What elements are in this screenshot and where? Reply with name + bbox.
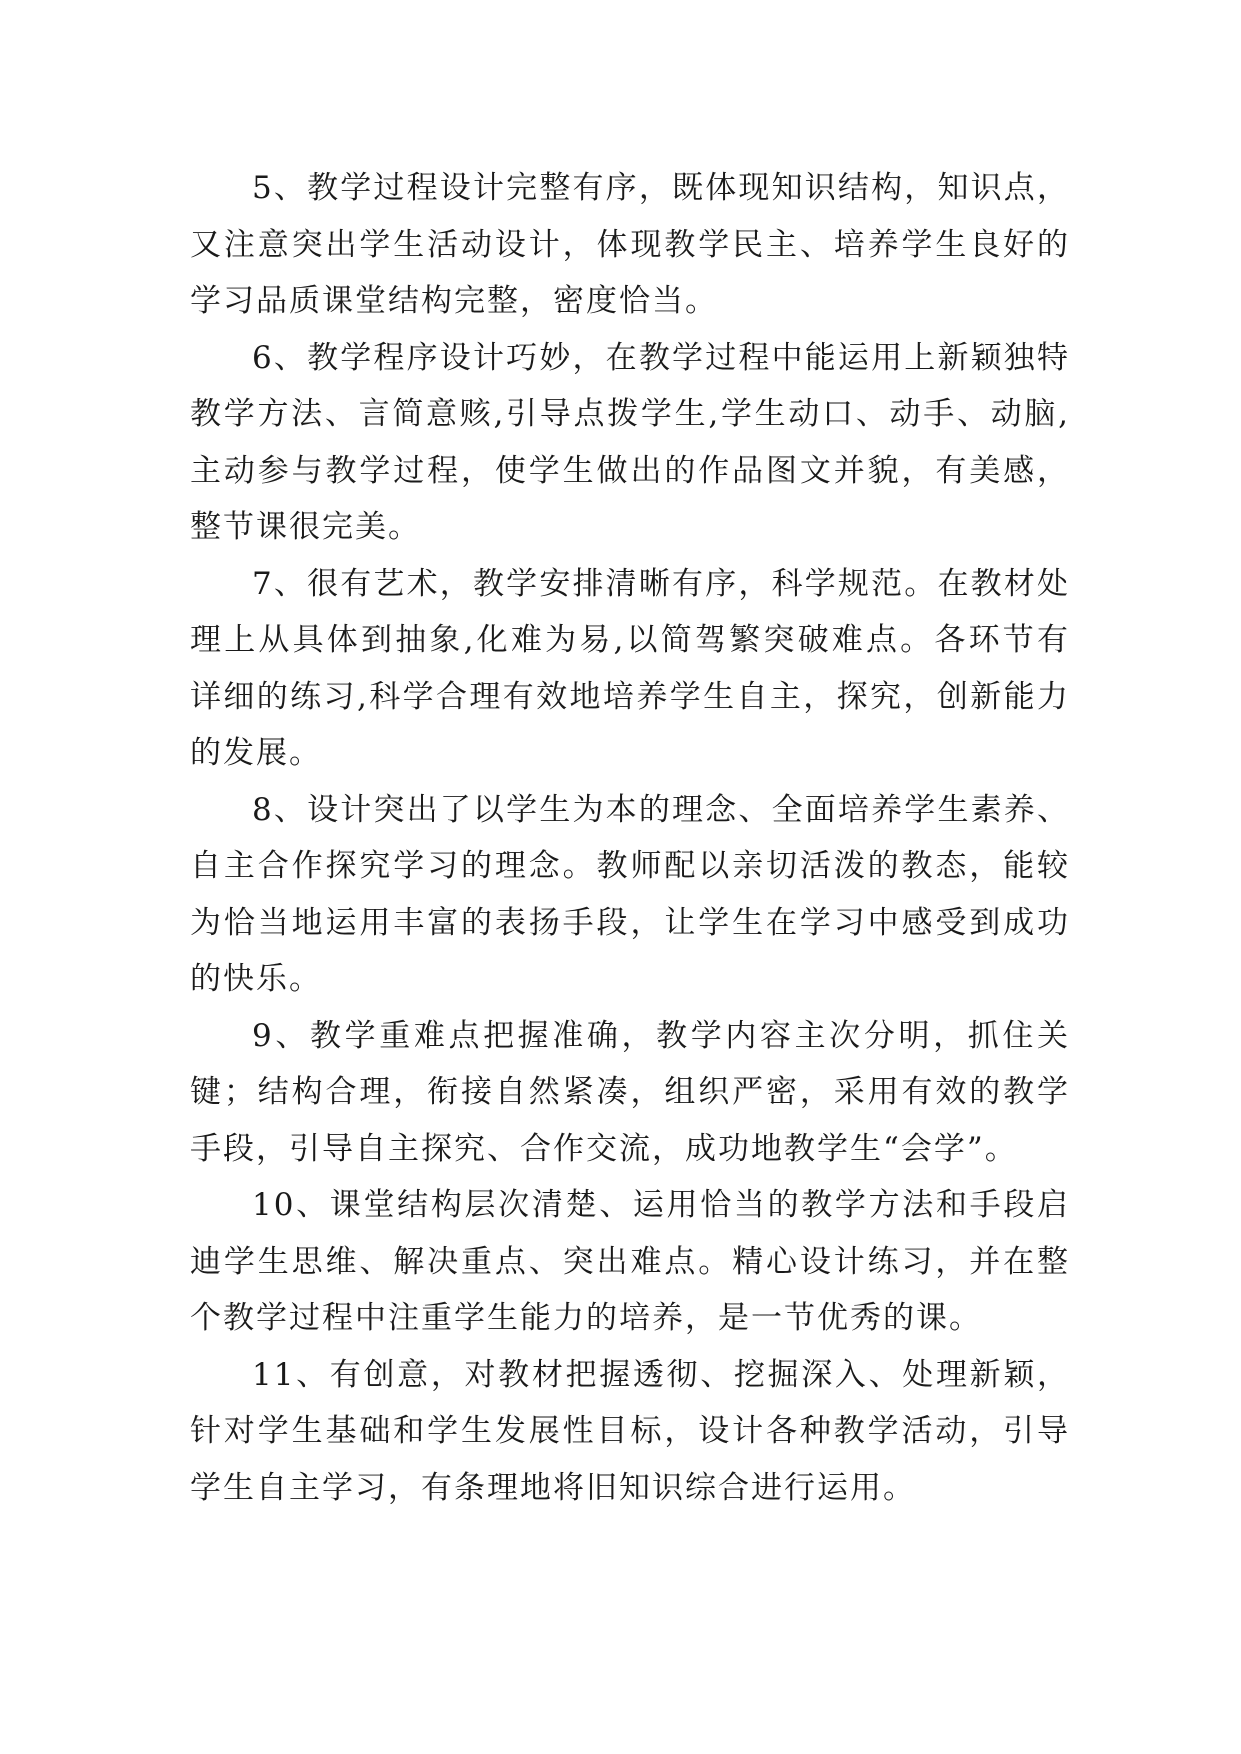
paragraph-10: 10、课堂结构层次清楚、运用恰当的教学方法和手段启迪学生思维、解决重点、突出难点。精心设计练习，并在整个教学过程中注重学生能力的培养，是一节优秀的课。 xyxy=(190,1187,1070,1336)
paragraph-9: 9、教学重难点把握准确，教学内容主次分明，抓住关键；结构合理，衔接自然紧凑，组织严密，采用有效的教学手段，引导自主探究、合作交流，成功地教学生“会学”。 xyxy=(190,1017,1070,1167)
paragraph-8: 8、设计突出了以学生为本的理念、全面培养学生素养、自主合作探究学习的理念。教师配以亲切活泼的教态，能较为恰当地运用丰富的表扬手段，让学生在学习中感受到成功的快乐。 xyxy=(190,791,1070,997)
paragraph-7: 7、很有艺术，教学安排清晰有序，科学规范。在教材处理上从具体到抽象,化难为易,以简驾繁突破难点。各环节有详细的练习,科学合理有效地培养学生自主，探究，创新能力的发展。 xyxy=(190,565,1070,771)
paragraph-5: 5、教学过程设计完整有序，既体现知识结构，知识点，又注意突出学生活动设计，体现教学民主、培养学生良好的学习品质课堂结构完整，密度恰当。 xyxy=(190,170,1070,319)
document-body xyxy=(190,160,1070,1516)
paragraph-11: 11、有创意，对教材把握透彻、挖掘深入、处理新颖，针对学生基础和学生发展性目标，设计各种教学活动，引导学生自主学习，有条理地将旧知识综合进行运用。 xyxy=(190,1356,1070,1506)
paragraph-6: 6、教学程序设计巧妙，在教学过程中能运用上新颖独特教学方法、言简意赅,引导点拨学生,学生动口、动手、动脑,主动参与教学过程，使学生做出的作品图文并貌，有美感，整节课很完美。 xyxy=(190,339,1070,545)
